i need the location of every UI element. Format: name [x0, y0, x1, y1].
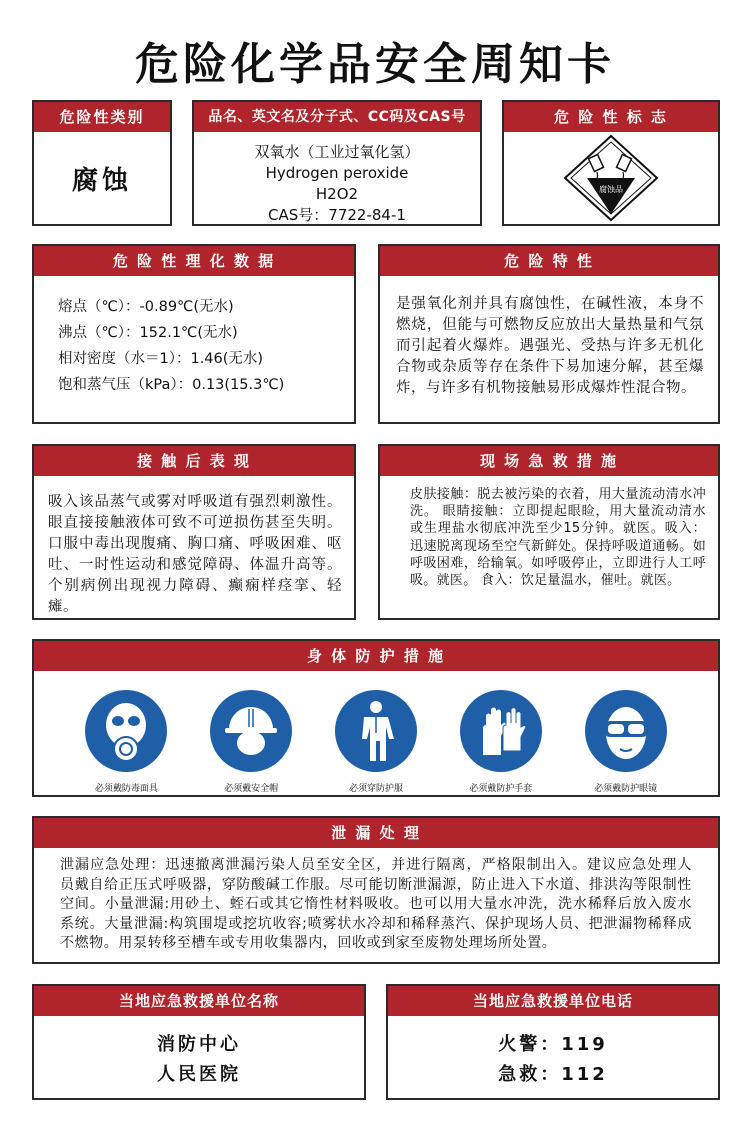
- protection-caption: 必须戴防毒面具: [94, 784, 158, 794]
- protection-icons: [34, 671, 718, 794]
- protection-caption: 必须戴防护手套: [469, 784, 533, 794]
- relative-density: 相对密度（水＝1）：1.46(无水): [58, 351, 264, 367]
- hazard-category-panel: [32, 100, 172, 226]
- hazard-category-heading: 危险性类别: [34, 102, 170, 132]
- physical-data-body: [34, 276, 354, 422]
- identity-panel: [192, 100, 482, 226]
- gloves-icon: [459, 689, 543, 773]
- phone-ambulance: 急救：112: [498, 1064, 608, 1085]
- spill-handling-text: 泄漏应急处理：迅速撤离泄漏污染人员至安全区，并进行隔离，严格限制出入。建议应急处理人 员戴自给正压式呼吸器，穿防酸碱工作服。尽可能切断泄漏源，防止进入下水道、排洪沟等限制性空间。小量泄漏:用砂土、蛭石或其它惰性材料吸收。也可以用大量水冲洗，洗水稀释后放入废水系统。大量泄漏:构筑围堤或挖坑收容;喷雾状水冷却和稀释蒸汽、保护现场人员、把泄漏物稀释成不燃物。用泵转移至槽车或专用收集器内，回收或到家至废物处理场所处置。: [60, 857, 692, 952]
- physical-data-heading: 危 险 性 理 化 数 据: [34, 246, 354, 276]
- emergency-unit-phone-heading: 当地应急救援单位电话: [388, 986, 718, 1016]
- protection-item: [71, 689, 181, 794]
- identity-line-formula: H2O2: [315, 185, 359, 203]
- identity-line-cas: CAS号：7722-84-1: [268, 206, 406, 224]
- corrosive-label: 腐蚀品: [599, 185, 623, 194]
- hazard-sign-heading: 危 险 性 标 志: [504, 102, 718, 132]
- protection-item: [571, 689, 681, 794]
- corrosive-diamond-icon: [561, 134, 661, 222]
- goggles-icon: [584, 689, 668, 773]
- protection-item: [446, 689, 556, 794]
- spill-handling-heading: 泄 漏 处 理: [34, 818, 718, 848]
- hazard-properties-panel: [378, 244, 720, 424]
- emergency-unit-phone-panel: [386, 984, 720, 1100]
- body-protection-heading: 身 体 防 护 措 施: [34, 641, 718, 671]
- protection-caption: 必须穿防护服: [348, 784, 403, 794]
- first-aid-text: 皮肤接触：脱去被污染的衣着，用大量流动清水冲洗。 眼睛接触：立即提起眼睑，用大量流动清水或生理盐水彻底冲洗至少15分钟。就医。吸入：迅速脱离现场至空气新鲜处。保持呼吸道通畅。如呼吸困难，给输氧。如呼吸停止，立即进行人工呼吸。就医。 食入：饮足量温水，催吐。就医。: [410, 487, 706, 589]
- identity-heading: 品名、英文名及分子式、CC码及CAS号: [194, 102, 480, 132]
- helmet-icon: [209, 689, 293, 773]
- exposure-symptoms-heading: 接 触 后 表 现: [34, 446, 354, 476]
- emergency-unit-name-panel: [32, 984, 366, 1100]
- protective-suit-icon: [334, 689, 418, 773]
- spill-handling-panel: [32, 816, 720, 964]
- emergency-unit-phone-body: [388, 1016, 718, 1098]
- vapor-pressure: 饱和蒸气压（kPa）：0.13(15.3℃): [58, 377, 285, 393]
- unit-hospital: 人民医院: [157, 1064, 241, 1085]
- card-title: 危险化学品安全周知卡: [135, 39, 615, 90]
- hazard-properties-text: 是强氧化剂并具有腐蚀性，在碱性液，本身不燃烧，但能与可燃物反应放出大量热量和气氛而引起着火爆炸。遇强光、受热与许多无机化合物或杂质等存在条件下易加速分解，甚至爆炸，与许多有机物接触易形成爆炸性混合物。: [396, 296, 704, 396]
- hazard-properties-heading: 危 险 特 性: [380, 246, 718, 276]
- first-aid-panel: [378, 444, 720, 620]
- boiling-point: 沸点（℃）：152.1℃(无水): [58, 325, 238, 341]
- identity-line-en: Hydrogen peroxide: [265, 164, 409, 182]
- protection-item: [321, 689, 431, 794]
- emergency-unit-name-body: [34, 1016, 364, 1098]
- hazard-category-value: 腐蚀: [71, 165, 132, 196]
- first-aid-heading: 现 场 急 救 措 施: [380, 446, 718, 476]
- protection-caption: 必须戴防护眼镜: [594, 784, 658, 794]
- physical-data-panel: [32, 244, 356, 424]
- exposure-symptoms-text: 吸入该品蒸气或雾对呼吸道有强烈刺激性。眼直接接触液体可致不可逆损伤甚至失明。口服中毒出现腹痛、胸口痛、呼吸困难、呕吐、一时性运动和感觉障碍、体温升高等。个别病例出现视力障碍、癫痫样痉挛、轻瘫。: [48, 494, 342, 615]
- unit-fire-center: 消防中心: [157, 1034, 241, 1055]
- melting-point: 熔点（℃）：-0.89℃(无水): [58, 299, 234, 315]
- emergency-unit-name-heading: 当地应急救援单位名称: [34, 986, 364, 1016]
- hazard-sign-panel: [502, 100, 720, 226]
- identity-body: [194, 132, 480, 224]
- body-protection-panel: [32, 639, 720, 797]
- gas-mask-icon: [84, 689, 168, 773]
- protection-item: [196, 689, 306, 794]
- phone-fire: 火警：119: [498, 1034, 608, 1055]
- exposure-symptoms-panel: [32, 444, 356, 620]
- identity-line-cn: 双氧水（工业过氧化氢）: [254, 143, 420, 161]
- protection-caption: 必须戴安全帽: [224, 784, 279, 794]
